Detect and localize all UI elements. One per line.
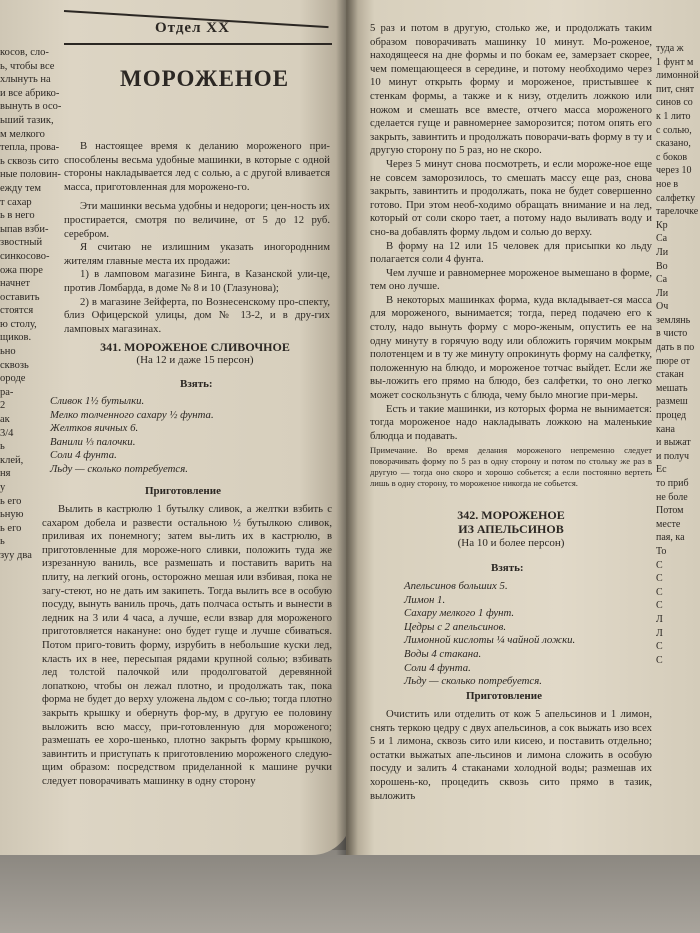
left-margin-line: вынуть в осо- [0,101,62,113]
right-edge-line: к 1 лито [656,110,691,122]
right-edge-line: салфетку [656,192,696,204]
right-edge-line: пит, снят [656,83,695,95]
right-edge-line: туда ж [656,43,684,54]
right-edge-line: С [656,559,663,571]
right-edge-line: процед [656,410,687,422]
left-margin-line: ежду тем [0,182,42,194]
left-margin-line: зуу два [0,549,32,561]
right-edge-line: С [656,573,663,585]
left-margin-line: у [0,482,6,493]
right-edge-line: Оч [656,301,669,313]
right-page-text: 5 раз и потом в другую, столько же, и продолжать таким образом поворачивать машинку 10 минут. Мо-роженое, находящееся на дне формы и по бокам ее, замерзает скорее, чем помещающееся в середине, и потому необходимо через 10 минут открыть форму и мороженое, пристывшее к стенкам формы, а также и к низу, отделить ложкою или ножом и смешать все вместе, отчего масса мороженого сделается гуще и равномернее заморозится; потом опять его закрыть, завинтить и продолжать поворачи-вать форму в ту и другую сторону по 5 раз, но не скоро. Через 5 минут снова посмотреть, и если мороже-ное еще не совсем заморозилось, то смешать массу еще раз, снова закрыть, завинтить и продолжать, пока не будет совершенно готово. При этом необ-ходимо обращать внимание и на лед, который от соли скоро тает, а потому надо выливать воду и сно-ва добавлять форму льдом и солью до верху. В форму на 12 или 15 человек для присыпки ко льду полагается соли 4 фунта. Чем лучше и равномернее мороженое вымешано в форме, тем оно лучше. В некоторых машинках форма, куда вкладывает-ся масса для мороженого, вынимается; тогда, перед подачею его к столу, надо вынуть форму с моро-женым, опустить ее на одну минуту в горячую воду или обложить горячим мокрым полотенцем и в ту же минуту опрокинуть форму на салфетку, положенную на блюдо, и мороженое тотчас выйдет. Если же вы-ложить его прямо на блюдо, без салфетки, то оно легко может соскользнуть с блюда, чему было многие при-меры. Есть и такие машинки, из которых форма не вынимается: тогда мороженое надо накладывать ложкою на маленькие блюдца и подавать. [370,22,652,442]
intro-text: В настоящее время к деланию мороженого при-способлены весьма удобные машинки, в которые с одной стороны накладывается лед с солью, а с другой вливается масса, приготовленная для морожено-го. Эти машинки весьма удобны и недороги; цен-ность их простирается, смотря по величине, от 5 до 12 руб. серебром. Я считаю не излишним указать иногороднним жителям главные места их продажи: 1) в ламповом магазине Бинга, в Казанской ули-це, против Ломбарда, в доме № 8 и 10 (Глазунова); 2) в магазине Зейферта, по Вознесенскому про-спекту, близ Офицерской улицы, дом № 13-2, и в дру-гих ламповых магазинах. [64,140,331,335]
left-margin-line: и все абрико- [0,87,60,99]
left-margin-line: ьший тазик, [0,114,54,126]
recipe-341-preparation: Вылить в кастрюлю 1 бутылку сливок, а желтки взбить с сахаром добела и развести остальною ½ бутылкою сливок, приливая их понемногу; затем вы-лить их в кастрюлю, в приготовленные для мороже-ного сливки, положить туда же изрезанную ваниль, все размешать и поставить варить на плиту, на легкий огонь, осторожно мешая или взбивая, пока не загу-стеют, но не дать им закипеть. Тогда вылить все в особую посуду, вынуть ваниль прочь, дать полчаса остыть и вынести в ледник на 3 или 4 часа, а лучше, если взвар для мороженого приготовляется накануне: оно будет гуще и лучше сбиваться. Потом приго-товить форму, изрубить в небольшие куски лед, класть их в нее, пересыпая рядами крупной солью; взбивать лед толстой палочкой или продолговатой деревянной лопаткою, чтобы он лежал плотно, и продолжать так, пока форма не будет до верху уложена льдом с со-лью; тогда плотно закрыть крышку и обернуть фор-му, в другую ее половину выложить всю массу, при-готовленную для мороженого; размешать ее хоро-шенько, плотно закрыть форму крышкою, завинтить и приступать к приготовлению мороженого следую-щим образом: посредством приделанной к машине ручки следует поворачивать машинку в одну сторону [42,503,332,787]
right-edge-line: Са [656,274,668,286]
header-rule-lower [64,43,332,45]
left-margin-line: ю столу, [0,318,37,330]
left-margin-line: ь его [0,495,22,507]
recipe-342-take-label: Взять: [491,562,524,574]
right-edge-line: тарелочке [656,206,699,218]
right-edge-line: через 10 [656,165,692,177]
left-margin-line: оставить [0,291,40,303]
recipe-341-prep-label: Приготовление [145,485,221,497]
recipe-342-prep-label: Приготовление [466,690,542,702]
right-edge-line: пюре от [656,355,690,367]
table-surface [0,850,700,933]
recipe-342-preparation: Очистить или отделить от кож 5 апельсинов и 1 лимон, снять теркою цедру с двух апельсинов, а сок выжать изо всех 5 и 1 лимона, сквозь сито или кисею, и поставить отдельно; остатки выжатых апе-льсинов и лимона сложить в особую посуду и залить 4 стаканами холодной воды; размешав их хорошень-ко, процедить сквозь сито прямо в тазик, выложить [370,708,652,802]
left-margin-line: ь [0,441,5,453]
right-edge-line: Ли [656,287,669,299]
left-margin-line: ня [0,468,11,480]
left-margin-line: ь [0,536,5,548]
right-edge-line: лимонной [656,70,699,82]
right-edge-line: синов со [656,97,693,109]
recipe-342-title-line2: ИЗ АПЕЛЬСИНОВ [458,522,564,536]
left-margin-line: ьную [0,509,24,521]
left-margin-line: тепла, прова- [0,142,60,154]
left-margin-line: щиков. [0,332,32,344]
right-edge-line: кана [656,423,675,435]
left-margin-line: косов, сло- [0,47,49,58]
recipe-341-take-label: Взять: [180,378,213,390]
right-edge-line: С [656,641,663,653]
recipe-342-title-line1: 342. МОРОЖЕНОЕ [457,508,565,522]
right-edge-line: землянь [656,314,691,326]
left-margin-line: сквозь [0,359,29,371]
left-margin-line: ра- [0,386,14,398]
recipe-341-title: 341. МОРОЖЕНОЕ СЛИВОЧНОЕ [100,340,290,354]
right-edge-line: То [656,545,667,557]
right-edge-line: Ес [656,464,667,476]
right-edge-line: Ли [656,246,669,258]
footnote: Примечание. Во время делания мороженого непременно следует поворачивать форму по 5 раз в одну сторону и потом по стольку же раз в другую — тогда оно скоро и хорошо собьется; а если постоянно вертеть лишь в одну сторону, то мороженое никогда не собьется. [370,445,652,488]
right-edge-line: не боле [656,491,688,503]
right-edge-line: С [656,600,663,612]
right-edge-line: Са [656,233,668,245]
left-margin-line: ь в него [0,210,35,222]
right-edge-line: дать в по [656,342,695,354]
right-edge-line: в чисто [656,328,688,340]
recipe-342-ingredients: Апельсинов больших 5. Лимон 1. Сахару мелкого 1 фунт. Цедры с 2 апельсинов. Лимонной кислоты ¼ чайной ложки. Воды 4 стакана. Соли 4 фунта. Льду — сколько потребуется. [404,580,576,688]
right-edge-line: сказано, [656,138,691,150]
section-heading: Отдел XX [155,20,230,36]
right-edge-line: с боков [656,151,688,163]
right-edge-fragments [656,42,699,667]
left-margin-line: 3/4 [0,427,14,439]
recipe-341-ingredients: Сливок 1½ бутылки. Мелко толченного сахару ½ фунта. Желтков яичных 6. Ванили ⅓ палочки. Соли 4 фунта. Льду — сколько потребуется. [50,395,214,475]
recipe-341-servings: (На 12 и даже 15 персон) [136,354,254,366]
left-margin-line: м мелкого [0,128,45,140]
right-edge-line: 1 фунт м [656,56,694,68]
right-edge-line: Потом [656,505,684,517]
chapter-title: МОРОЖЕНОЕ [120,66,290,91]
left-margin-line: ные половин- [0,169,61,181]
left-margin-line: ь его [0,522,22,534]
left-margin-line: ак [0,414,10,426]
right-edge-line: С [656,586,663,598]
right-edge-line: Кр [656,219,668,231]
left-margin-line: синкосово- [0,250,50,262]
right-edge-line: и выжат [656,437,691,449]
right-edge-line: с солью, [656,124,692,136]
left-margin-line: клей, [0,454,24,466]
left-margin-line: ьно [0,346,16,358]
right-page [346,0,700,855]
left-margin-line: ожа пюре [0,264,43,276]
right-edge-line: Л [656,613,663,625]
left-margin-line: т сахар [0,196,32,208]
left-margin-line: 2 [0,400,6,412]
right-edge-line: С [656,654,663,666]
left-margin-line: стоятся [0,305,34,317]
right-edge-line: и получ [656,450,690,462]
left-margin-fragments [0,46,61,563]
left-margin-line: ороде [0,373,26,385]
right-edge-line: Во [656,260,668,272]
right-edge-line: пая, ка [656,532,685,544]
right-edge-line: месте [656,518,681,530]
left-margin-line: хлынуть на [0,74,51,86]
left-margin-line: начнет [0,278,31,290]
right-edge-line: ное в [656,178,679,190]
right-edge-line: стакан [656,369,684,381]
right-edge-line: размеш [656,396,688,408]
right-edge-line: Л [656,627,663,639]
left-margin-line: ыпав взби- [0,223,49,235]
left-page [0,0,352,855]
left-margin-line: ь сквозь сито [0,155,59,167]
right-edge-line: то приб [656,478,689,489]
left-margin-line: звостный [0,237,43,249]
recipe-342-servings: (На 10 и более персон) [457,537,565,549]
right-edge-line: мешать [656,382,688,394]
left-margin-line: ь, чтобы все [0,60,55,72]
book-gutter [336,0,358,855]
